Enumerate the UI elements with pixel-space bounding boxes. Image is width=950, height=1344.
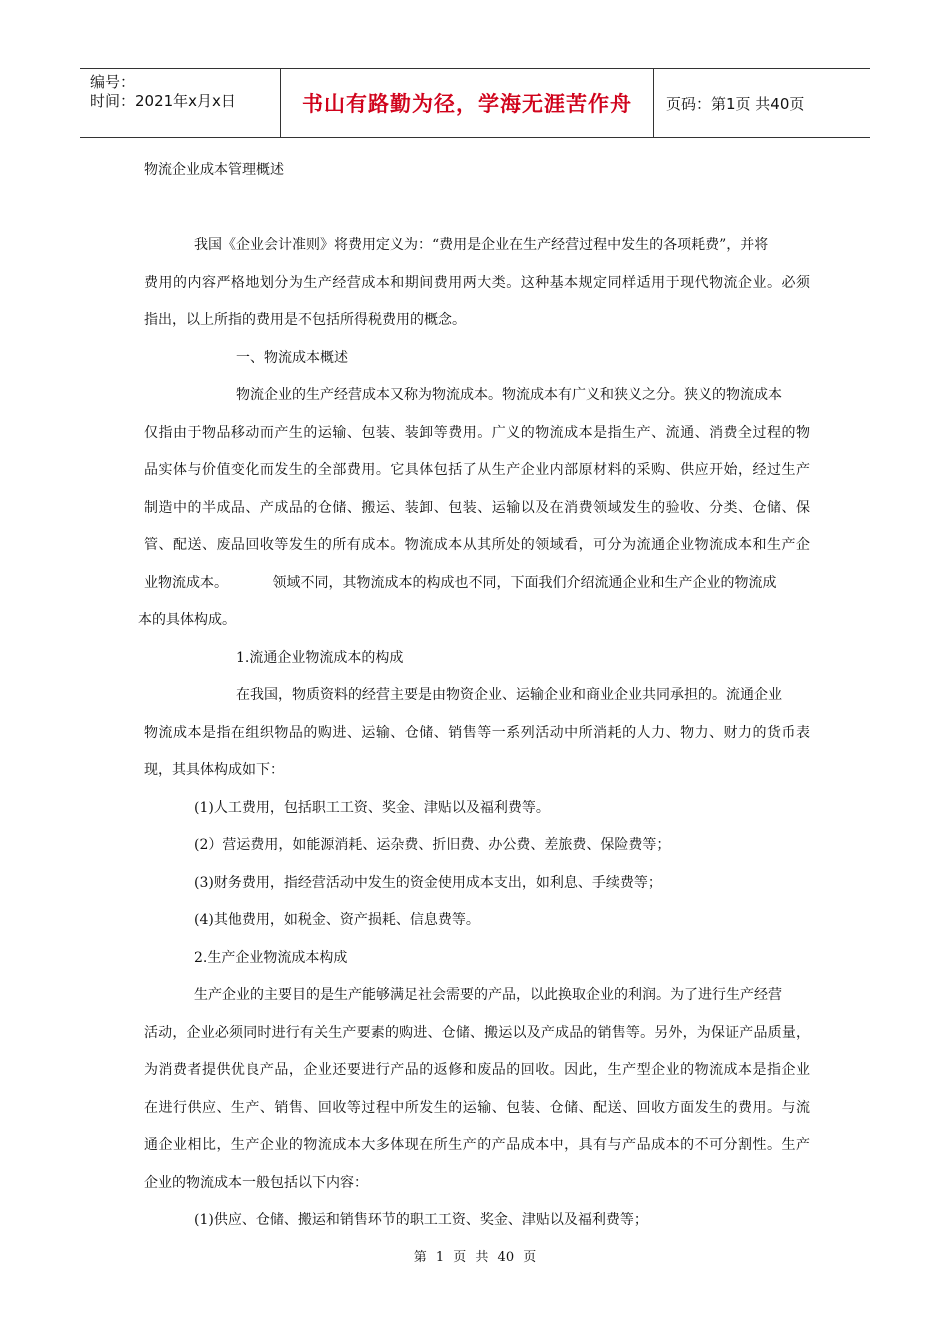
paragraph-line: 企业的物流成本一般包括以下内容：: [144, 1174, 368, 1191]
paragraph-line: 费用的内容严格地划分为生产经营成本和期间费用两大类。这种基本规定同样适用于现代物流企业。必须: [144, 274, 810, 291]
list-item: (1)供应、仓储、搬运和销售环节的职工工资、奖金、津贴以及福利费等；: [194, 1212, 648, 1228]
paragraph-line: 我国《企业会计准则》将费用定义为：“费用是企业在生产经营过程中发生的各项耗费”，并将: [194, 237, 769, 253]
paragraph-line: 品实体与价值变化而发生的全部费用。它具体包括了从生产企业内部原材料的采购、供应开始，经过生产: [144, 462, 810, 478]
paragraph-line: 仅指由于物品移动而产生的运输、包装、装卸等费用。广义的物流成本是指生产、流通、消费全过程的物: [144, 424, 810, 441]
paragraph-line: 为消费者提供优良产品，企业还要进行产品的返修和废品的回收。因此，生产型企业的物流成本是指企业: [144, 1062, 810, 1078]
page-info: 页码：第1页 共40页: [666, 94, 805, 113]
document-body: [138, 152, 810, 1240]
paragraph-line: 本的具体构成。: [138, 612, 236, 628]
number-label: 编号：: [90, 73, 136, 91]
paragraph-line: 指出，以上所指的费用是不包括所得税费用的概念。: [144, 312, 466, 328]
doc-title: 物流企业成本管理概述: [144, 162, 284, 178]
blank-line: [144, 190, 810, 228]
list-item: (1)人工费用，包括职工工资、奖金、津贴以及福利费等。: [194, 799, 550, 816]
list-item: (3)财务费用，指经营活动中发生的资金使用成本支出，如利息、手续费等；: [194, 874, 662, 891]
paragraph-line: 业物流成本。 领域不同，其物流成本的构成也不同，下面我们介绍流通企业和生产企业的物流成: [144, 574, 777, 591]
header-meta: [80, 69, 281, 137]
paragraph-line: 制造中的半成品、产成品的仓储、搬运、装卸、包装、运输以及在消费领域发生的验收、分类、仓储、保: [144, 499, 810, 516]
paragraph-line: 管、配送、废品回收等发生的所有成本。物流成本从其所处的领域看，可分为流通企业物流成本和生产企: [144, 537, 810, 553]
list-item: (4)其他费用，如税金、资产损耗、信息费等。: [194, 912, 480, 928]
paragraph-line: 物流企业的生产经营成本又称为物流成本。物流成本有广义和狭义之分。狭义的物流成本: [236, 387, 782, 403]
time-label: 时间：2021年x月x日: [90, 92, 236, 110]
list-item: (2）营运费用，如能源消耗、运杂费、折旧费、办公费、差旅费、保险费等；: [194, 837, 671, 853]
paragraph-line: 生产企业的主要目的是生产能够满足社会需要的产品，以此换取企业的利润。为了进行生产经营: [194, 987, 782, 1003]
paragraph-line: 通企业相比，生产企业的物流成本大多体现在所生产的产品成本中，具有与产品成本的不可分割性。生产: [144, 1137, 810, 1153]
subsection-heading: 2.生产企业物流成本构成: [194, 949, 348, 966]
paragraph-line: 在进行供应、生产、销售、回收等过程中所发生的运输、包装、仓储、配送、回收方面发生的费用。与流: [144, 1099, 810, 1116]
document-header: [80, 68, 870, 138]
section-heading: 一、物流成本概述: [236, 349, 348, 366]
subsection-heading: 1.流通企业物流成本的构成: [236, 649, 404, 666]
paragraph-line: 在我国，物质资料的经营主要是由物资企业、运输企业和商业企业共同承担的。流通企业: [236, 687, 782, 703]
motto: 书山有路勤为径，学海无涯苦作舟: [281, 69, 654, 137]
page-footer: 第 1 页 共 40 页: [413, 1250, 537, 1265]
paragraph-line: 现，其具体构成如下：: [144, 762, 284, 778]
paragraph-line: 物流成本是指在组织物品的购进、运输、仓储、销售等一系列活动中所消耗的人力、物力、财力的货币表: [144, 724, 810, 741]
paragraph-line: 活动，企业必须同时进行有关生产要素的购进、仓储、搬运以及产成品的销售等。另外，为保证产品质量，: [144, 1024, 810, 1041]
